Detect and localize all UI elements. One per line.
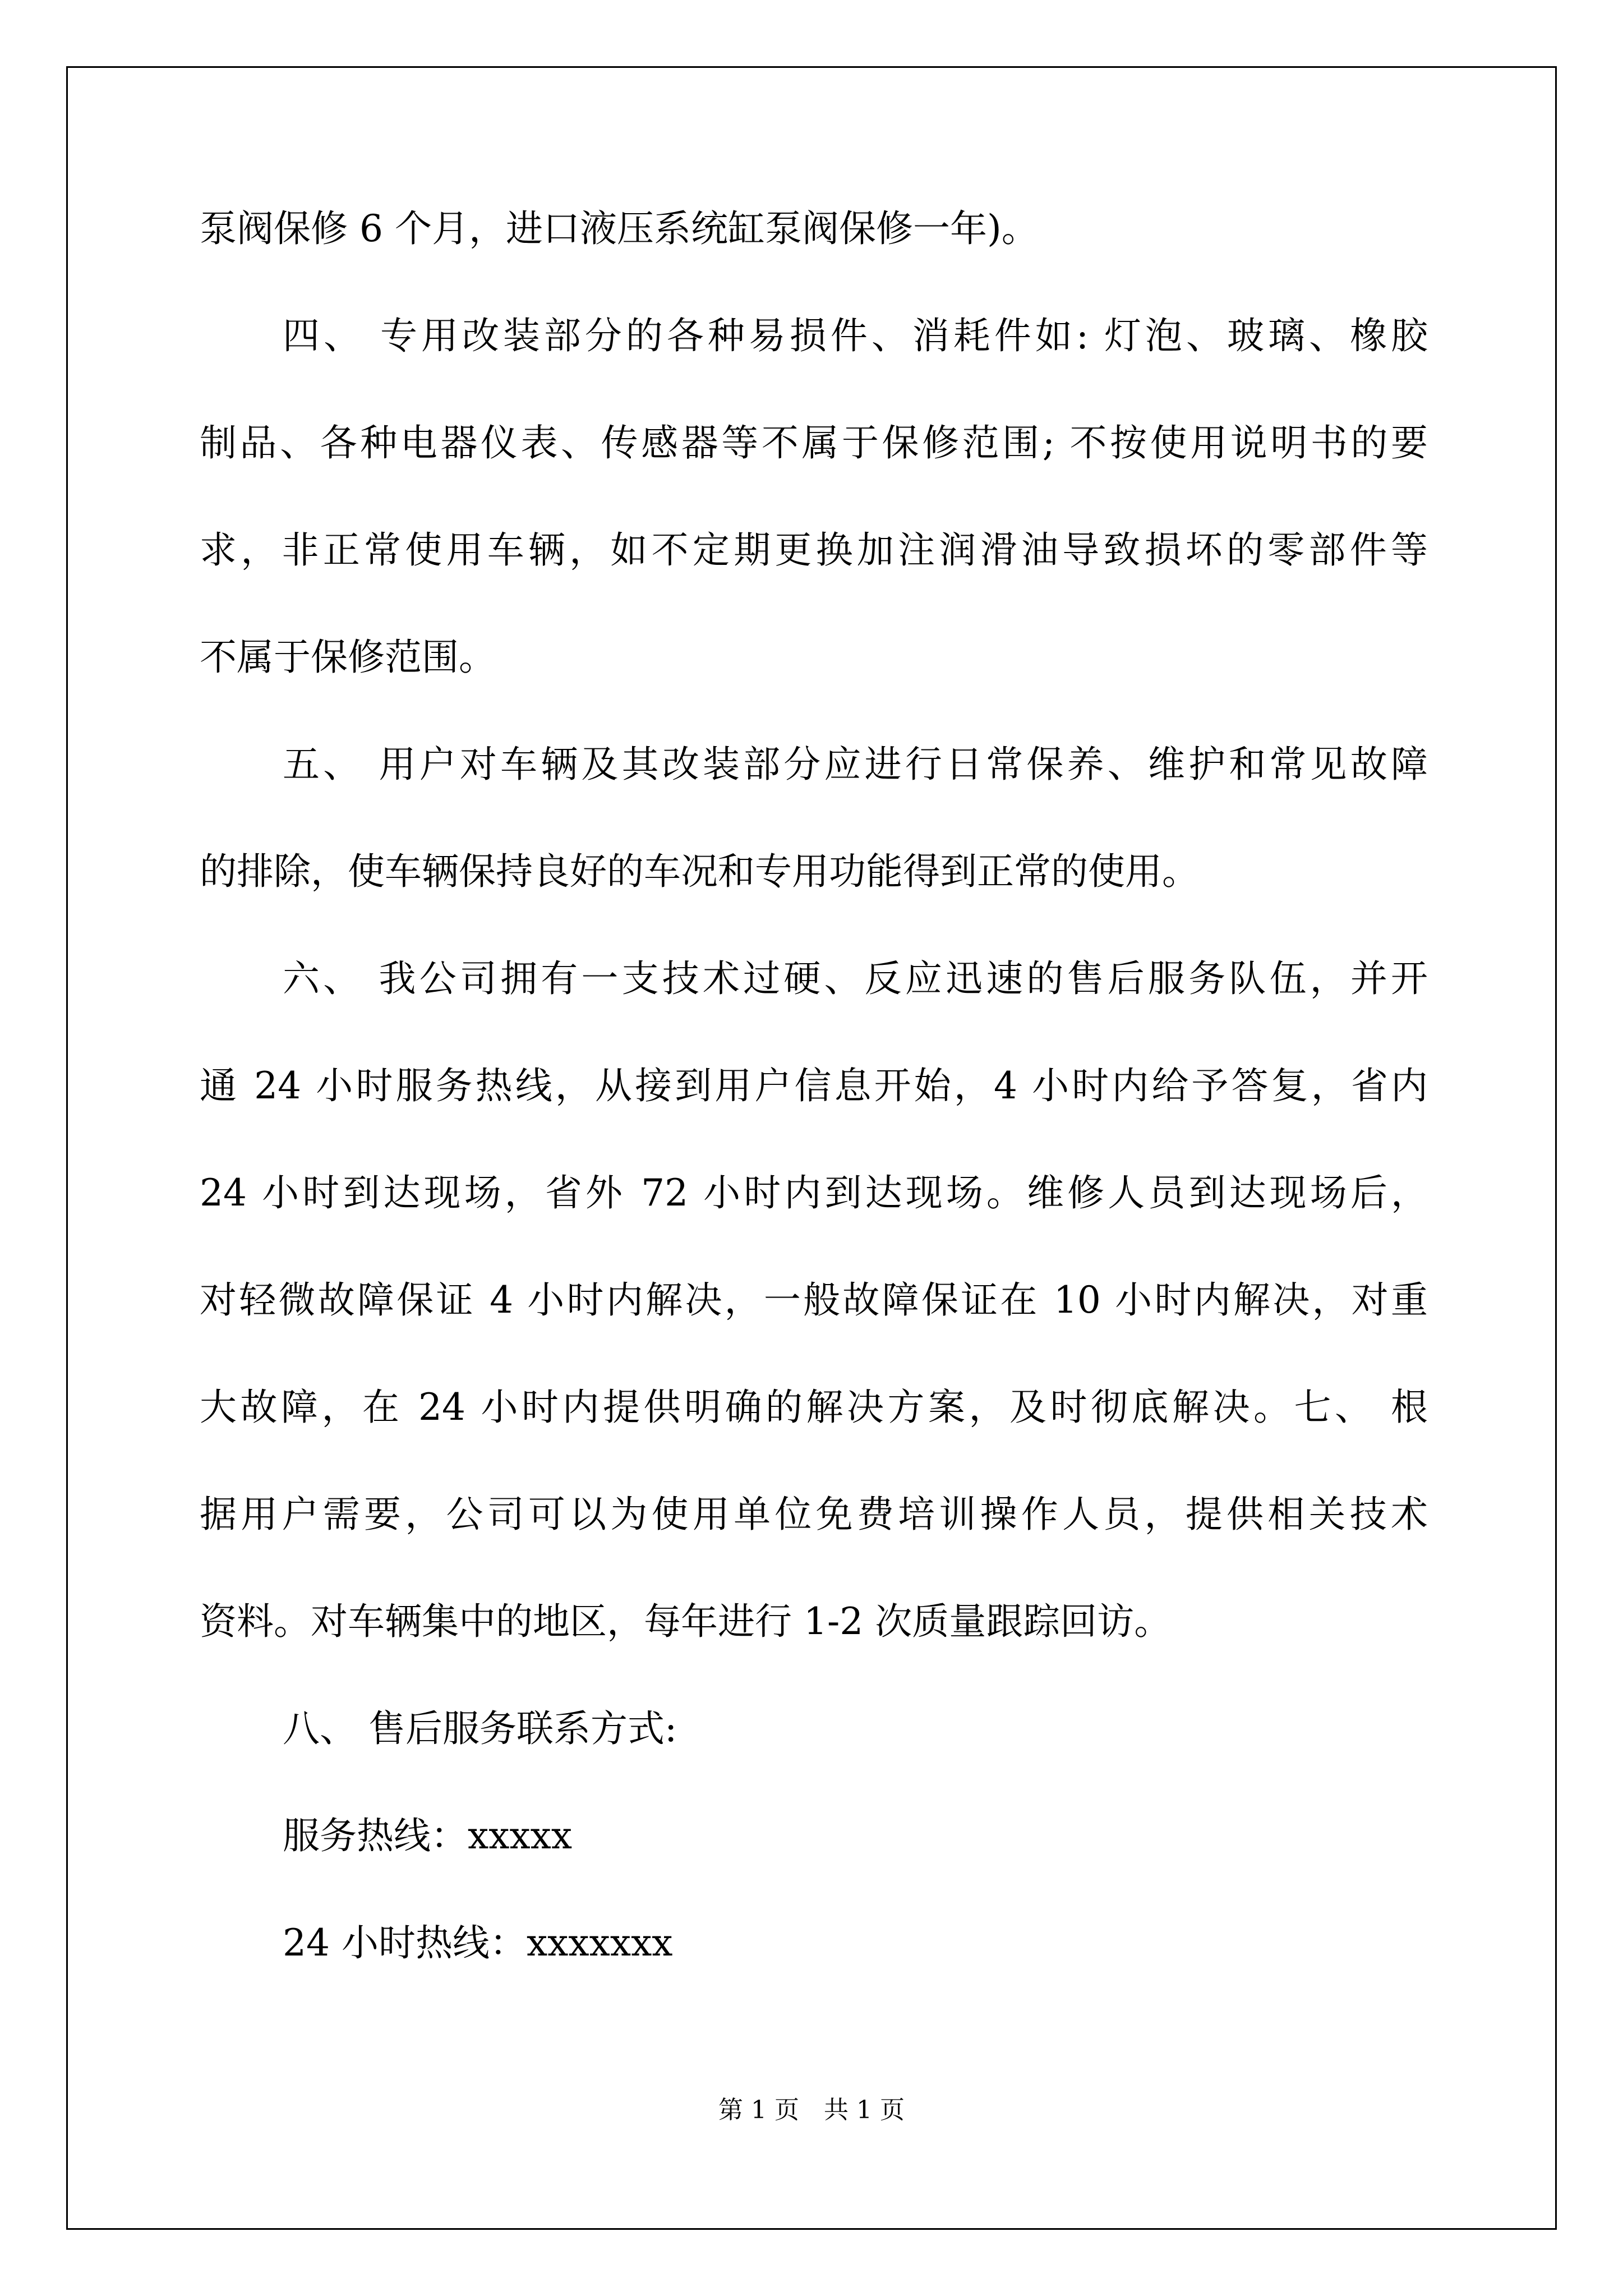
paragraph-line: 制品、各种电器仪表、传感器等不属于保修范围; 不按使用说明书的要 <box>200 421 1428 464</box>
document-body <box>200 207 1428 2032</box>
paragraph-line: 泵阀保修 6 个月，进口液压系统缸泵阀保修一年)。 <box>200 207 1039 250</box>
paragraph-line: 八、 售后服务联系方式: <box>283 1707 677 1750</box>
paragraph-line: 24 小时到达现场，省外 72 小时内到达现场。维修人员到达现场后， <box>200 1171 1428 1214</box>
paragraph-line: 五、 用户对车辆及其改装部分应进行日常保养、维护和常见故障 <box>283 743 1428 786</box>
paragraph-line: 服务热线：xxxxx <box>283 1814 573 1857</box>
paragraph-line: 通 24 小时服务热线，从接到用户信息开始，4 小时内给予答复，省内 <box>200 1064 1428 1107</box>
paragraph-line: 四、 专用改装部分的各种易损件、消耗件如: 灯泡、玻璃、橡胶 <box>283 314 1428 357</box>
paragraph-line: 六、 我公司拥有一支技术过硬、反应迅速的售后服务队伍，并开 <box>283 957 1428 1000</box>
paragraph-line: 求，非正常使用车辆，如不定期更换加注润滑油导致损坏的零部件等 <box>200 528 1428 572</box>
paragraph-line: 对轻微故障保证 4 小时内解决，一般故障保证在 10 小时内解决，对重 <box>200 1278 1428 1322</box>
paragraph-line: 24 小时热线：xxxxxxx <box>283 1921 673 1964</box>
paragraph-line: 据用户需要，公司可以为使用单位免费培训操作人员，提供相关技术 <box>200 1493 1428 1536</box>
page-footer <box>0 2098 1623 2123</box>
paragraph-line: 不属于保修范围。 <box>200 636 496 679</box>
paragraph-line: 的排除，使车辆保持良好的车况和专用功能得到正常的使用。 <box>200 850 1199 893</box>
page-number-label: 第 1 页 共 1 页 <box>718 2096 905 2124</box>
paragraph-line: 大故障，在 24 小时内提供明确的解决方案，及时彻底解决。七、 根 <box>200 1386 1428 1429</box>
paragraph-line: 资料。对车辆集中的地区，每年进行 1-2 次质量跟踪回访。 <box>200 1600 1172 1643</box>
